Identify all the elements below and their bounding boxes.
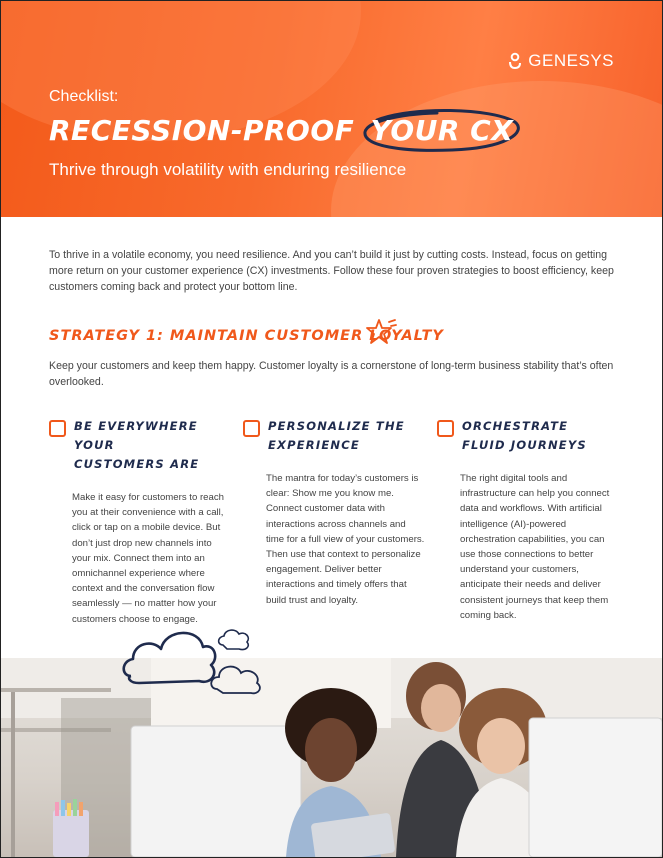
cloud-doodle-icon: [119, 621, 269, 701]
checklist-item: [49, 417, 229, 627]
title-highlight: [371, 114, 514, 147]
checklist-item-body: Make it easy for customers to reach you at their convenience with a call, click or tap on a mobile device. But don’t just drop new channels into your mix. Connect them into an omnichannel experience where context and the conversation flow seamlessly — no matter how your customers choose to engage.: [72, 492, 224, 625]
checkbox[interactable]: [49, 420, 66, 437]
logo-text: GENESYS: [528, 51, 614, 70]
office-scene-illustration: [1, 658, 662, 857]
checklist-item-title: ORCHESTRATE FLUID JOURNEYS: [462, 419, 587, 452]
checklist-item-body: The mantra for today’s customers is clear: Show me you know me. Connect customer data with interactions across channels and time for a full view of your customers. Then use that context to personalize engagement. Deliver better interactions and timely offers that build trust and loyalty.: [266, 473, 425, 606]
genesys-logo: [507, 51, 614, 71]
title-highlight-text: YOUR CX: [370, 114, 514, 147]
checkbox[interactable]: [437, 420, 454, 437]
page-title: [49, 114, 513, 147]
office-photo: [1, 658, 662, 857]
strategy-description: Keep your customers and keep them happy. Customer loyalty is a cornerstone of long-term business stability that’s often overlooked.: [49, 360, 614, 388]
hero-banner: [1, 1, 662, 217]
document-label: Checklist:: [49, 88, 119, 105]
checklist-item: [437, 417, 617, 623]
checklist-item-title: BE EVERYWHERE YOUR CUSTOMERS ARE: [74, 419, 200, 471]
checklist-item-body: The right digital tools and infrastructure can help you connect data and workflows. With artificial intelligence (AI)-powered orchestration capabilities, you can use those connections to better understand your customers, anticipate their needs and deliver consistent journeys that keep them coming back.: [460, 473, 610, 621]
checkbox[interactable]: [243, 420, 260, 437]
page-subtitle: Thrive through volatility with enduring resilience: [49, 160, 407, 179]
checklist-item-title: PERSONALIZE THE EXPERIENCE: [268, 419, 405, 452]
title-main: RECESSION-PROOF: [49, 114, 355, 147]
strategy-heading: STRATEGY 1: MAINTAIN CUSTOMER LOYALTY: [49, 328, 444, 344]
genesys-logo-icon: [507, 52, 523, 70]
checklist-item: [243, 417, 423, 608]
star-icon: [365, 318, 397, 348]
intro-paragraph: To thrive in a volatile economy, you need resilience. And you can’t build it just by cutting costs. Instead, focus on getting more return on your customer experience (CX) investments. Follow these four proven strategies to boost efficiency, keep customers coming back and protect your bottom line.: [49, 249, 614, 293]
